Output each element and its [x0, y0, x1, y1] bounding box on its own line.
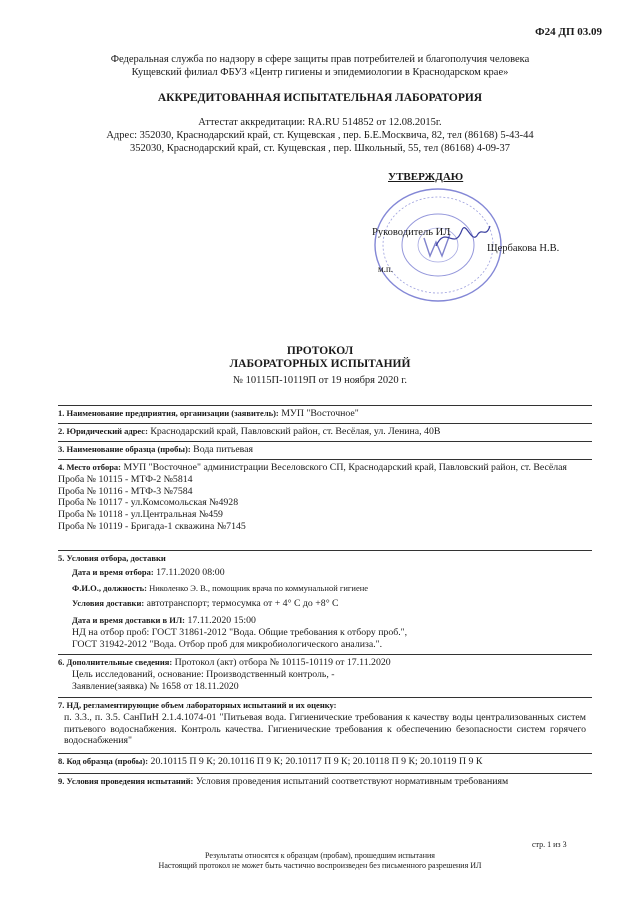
delivery-conditions-label: Условия доставки:: [72, 598, 145, 609]
sample-name-label: 3. Наименование образца (пробы):: [58, 444, 191, 454]
sampling-nd-line-1: НД на отбор проб: ГОСТ 31861-2012 "Вода. Общие требования к отбору проб.",: [72, 626, 408, 638]
branch-name-line: Кущевский филиал ФБУЗ «Центр гигиены и эпидемиологии в Краснодарском крае»: [131, 67, 509, 78]
sample-item: Проба № 10115 - МТФ-2 №5814: [58, 473, 193, 485]
test-conditions-label: 9. Условия проведения испытаний:: [58, 776, 194, 786]
fio-value: Николенко Э. В., помощник врача по коммунальной гигиене: [146, 582, 369, 593]
section-test-conditions: [58, 773, 592, 788]
sample-name-value: Вода питьевая: [190, 444, 254, 455]
section-normative-docs: [58, 697, 592, 747]
legal-address-value: Краснодарский край, Павловский район, ст. Весёлая, ул. Ленина, 40В: [147, 426, 441, 437]
normative-docs-label: 7. НД, регламентирующие объем лабораторных испытаний и их оценку:: [58, 700, 337, 710]
applicant-label: 1. Наименование предприятия, организации (заявитель):: [58, 408, 279, 418]
additional-info-label: 6. Дополнительные сведения:: [58, 657, 173, 667]
form-code: Ф24 ДП 03.09: [535, 26, 602, 38]
address-line-1: Адрес: 352030, Краснодарский край, ст. Кущевская , пер. Б.Е.Москвича, 82, тел (86168) 5-43-44: [106, 130, 534, 141]
purpose-line: Цель исследований, основание: Производственный контроль, -: [72, 668, 335, 680]
lab-title: АККРЕДИТОВАННАЯ ИСПЫТАТЕЛЬНАЯ ЛАБОРАТОРИЯ: [157, 92, 483, 104]
sampling-conditions-label: 5. Условия отбора, доставки: [58, 553, 166, 563]
footer-line-2: Настоящий протокол не может быть частично воспроизведен без письменного разрешения ИЛ: [158, 861, 482, 870]
sample-item: Проба № 10116 - МТФ-3 №7584: [58, 485, 193, 497]
test-conditions-value: Условия проведения испытаний соответствуют нормативным требованиям: [193, 776, 509, 787]
section-applicant: [58, 405, 592, 420]
accreditation-line: Аттестат аккредитации: RA.RU 514852 от 12.08.2015г.: [198, 117, 442, 128]
section-sample-code: [58, 753, 592, 768]
protocol-subtitle: ЛАБОРАТОРНЫХ ИСПЫТАНИЙ: [229, 358, 411, 370]
sampling-date-label: Дата и время отбора:: [72, 566, 154, 577]
section-legal-address: [58, 423, 592, 438]
section-sampling-conditions: [58, 550, 592, 651]
section-sample-name: [58, 441, 592, 456]
delivery-date-label: Дата и время доставки в ИЛ:: [72, 615, 186, 626]
additional-info-value: Протокол (акт) отбора № 10115-10119 от 17.11.2020: [172, 657, 391, 668]
application-line: Заявление(заявка) № 1658 от 18.11.2020: [72, 680, 239, 692]
stamp-place-label: м.п.: [378, 264, 394, 274]
address-line-2: 352030, Краснодарский край, ст. Кущевская , пер. Школьный, 55, тел (86168) 4-09-37: [129, 143, 511, 154]
delivery-conditions-value: автотранспорт; термосумка от + 4° С до +8° С: [144, 598, 339, 610]
legal-address-label: 2. Юридический адрес:: [58, 426, 148, 436]
footer-line-1: Результаты относятся к образцам (пробам), прошедшим испытания: [205, 851, 435, 860]
sampling-place-label: 4. Место отбора:: [58, 462, 122, 472]
sample-item: Проба № 10119 - Бригада-1 скважина №7145: [58, 520, 246, 532]
sampling-place-value: МУП "Восточное" администрации Веселовского СП, Краснодарский край, Павловский район, ст. Весёлая: [121, 462, 567, 473]
protocol-title: ПРОТОКОЛ: [286, 345, 354, 357]
delivery-date-value: 17.11.2020 15:00: [185, 615, 256, 627]
page-number: стр. 1 из 3: [532, 840, 567, 849]
normative-docs-value: п. 3.3., п. 3.5. СанПиН 2.1.4.1074-01 "Питьевая вода. Гигиенические требования к качеству воды централизованных систем питьевого водоснабжения. Контроль качества. Гигиенические требования к обеспечению безопасности систем горячего водоснабжения": [64, 711, 586, 747]
section-additional-info: [58, 654, 592, 692]
section-sampling-place: [58, 459, 592, 533]
sampling-date-value: 17.11.2020 08:00: [153, 566, 225, 578]
protocol-number: № 10115П-10119П от 19 ноября 2020 г.: [232, 375, 408, 386]
approver-position: Руководитель ИЛ: [372, 227, 451, 238]
sample-item: Проба № 10117 - ул.Комсомольская №4928: [58, 497, 239, 509]
sample-code-value: 20.10115 П 9 К; 20.10116 П 9 К; 20.10117 П 9 К; 20.10118 П 9 К; 20.10119 П 9 К: [148, 756, 483, 767]
sample-code-label: 8. Код образца (пробы):: [58, 756, 149, 766]
sampling-nd-line-2: ГОСТ 31942-2012 "Вода. Отбор проб для микробиологического анализа.".: [72, 638, 383, 650]
sample-item: Проба № 10118 - ул.Центральная №459: [58, 509, 223, 521]
fio-label: Ф.И.О., должность:: [72, 582, 147, 593]
applicant-value: МУП "Восточное": [278, 408, 359, 419]
approver-name: Щербакова Н.В.: [487, 243, 560, 254]
approval-title: УТВЕРЖДАЮ: [388, 171, 464, 183]
org-name-line: Федеральная служба по надзору в сфере защиты прав потребителей и благополучия человека: [110, 54, 530, 65]
